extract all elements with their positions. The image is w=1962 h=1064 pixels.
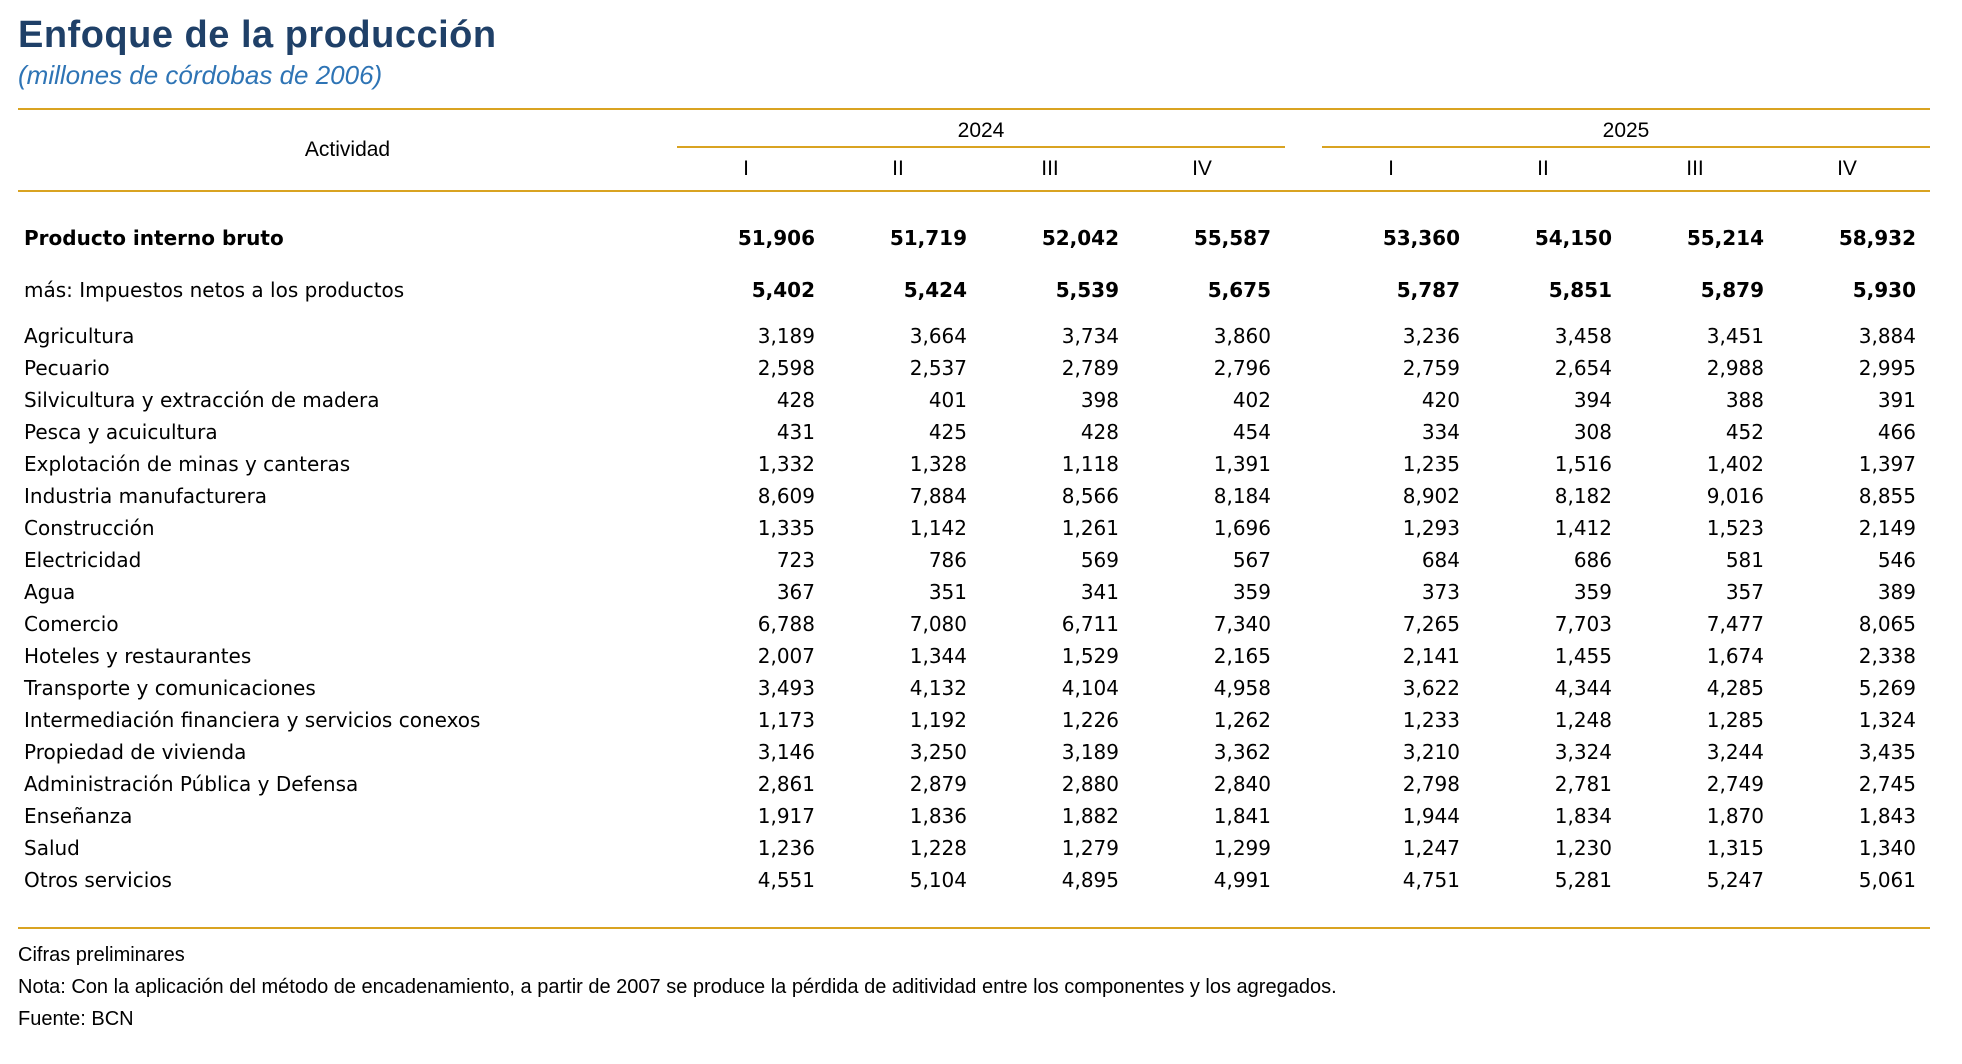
value-cell: 1,324 bbox=[1858, 708, 1916, 732]
value-cell: 2,796 bbox=[1213, 356, 1271, 380]
value-cell: 367 bbox=[776, 580, 815, 604]
quarter-header: III bbox=[1686, 157, 1704, 180]
value-cell: 5,247 bbox=[1706, 868, 1764, 892]
value-cell: 1,192 bbox=[909, 708, 967, 732]
value-cell: 5,787 bbox=[1396, 278, 1460, 302]
value-cell: 2,749 bbox=[1706, 772, 1764, 796]
table-row bbox=[18, 576, 1930, 608]
value-cell: 6,788 bbox=[757, 612, 815, 636]
activity-label: Explotación de minas y canteras bbox=[24, 452, 351, 476]
value-cell: 1,236 bbox=[757, 836, 815, 860]
value-cell: 2,165 bbox=[1213, 644, 1271, 668]
value-cell: 1,293 bbox=[1402, 516, 1460, 540]
value-cell: 4,751 bbox=[1402, 868, 1460, 892]
value-cell: 1,285 bbox=[1706, 708, 1764, 732]
activity-label: Construcción bbox=[24, 516, 155, 540]
table-row bbox=[18, 704, 1930, 736]
value-cell: 2,880 bbox=[1061, 772, 1119, 796]
value-cell: 53,360 bbox=[1382, 226, 1460, 250]
table-row bbox=[18, 480, 1930, 512]
value-cell: 546 bbox=[1877, 548, 1916, 572]
value-cell: 1,226 bbox=[1061, 708, 1119, 732]
value-cell: 3,189 bbox=[757, 324, 815, 348]
value-cell: 8,855 bbox=[1858, 484, 1916, 508]
value-cell: 3,210 bbox=[1402, 740, 1460, 764]
table-header bbox=[18, 108, 1930, 192]
value-cell: 1,173 bbox=[757, 708, 815, 732]
value-cell: 1,944 bbox=[1402, 804, 1460, 828]
value-cell: 4,895 bbox=[1061, 868, 1119, 892]
value-cell: 3,435 bbox=[1858, 740, 1916, 764]
value-cell: 357 bbox=[1725, 580, 1764, 604]
quarter-header: IV bbox=[1837, 157, 1857, 180]
value-cell: 388 bbox=[1725, 388, 1764, 412]
value-cell: 2,537 bbox=[909, 356, 967, 380]
value-cell: 3,493 bbox=[757, 676, 815, 700]
value-cell: 51,719 bbox=[889, 226, 967, 250]
table-row bbox=[18, 736, 1930, 768]
value-cell: 1,235 bbox=[1402, 452, 1460, 476]
table-row bbox=[18, 672, 1930, 704]
value-cell: 1,523 bbox=[1706, 516, 1764, 540]
value-cell: 1,882 bbox=[1061, 804, 1119, 828]
value-cell: 401 bbox=[928, 388, 967, 412]
value-cell: 2,598 bbox=[757, 356, 815, 380]
value-cell: 3,734 bbox=[1061, 324, 1119, 348]
table-row bbox=[18, 608, 1930, 640]
value-cell: 1,391 bbox=[1213, 452, 1271, 476]
value-cell: 1,247 bbox=[1402, 836, 1460, 860]
value-cell: 3,884 bbox=[1858, 324, 1916, 348]
table-body bbox=[18, 220, 1930, 929]
value-cell: 686 bbox=[1573, 548, 1612, 572]
value-cell: 1,834 bbox=[1554, 804, 1612, 828]
value-cell: 1,248 bbox=[1554, 708, 1612, 732]
value-cell: 1,262 bbox=[1213, 708, 1271, 732]
activity-column-header: Actividad bbox=[304, 138, 391, 161]
table-row bbox=[18, 384, 1930, 416]
value-cell: 3,860 bbox=[1213, 324, 1271, 348]
value-cell: 1,335 bbox=[757, 516, 815, 540]
value-cell: 452 bbox=[1725, 420, 1764, 444]
value-cell: 1,870 bbox=[1706, 804, 1764, 828]
value-cell: 2,141 bbox=[1402, 644, 1460, 668]
value-cell: 3,451 bbox=[1706, 324, 1764, 348]
value-cell: 8,609 bbox=[757, 484, 815, 508]
value-cell: 2,798 bbox=[1402, 772, 1460, 796]
activity-label: Propiedad de vivienda bbox=[24, 740, 247, 764]
value-cell: 4,132 bbox=[909, 676, 967, 700]
value-cell: 5,104 bbox=[909, 868, 967, 892]
value-cell: 341 bbox=[1080, 580, 1119, 604]
value-cell: 2,840 bbox=[1213, 772, 1271, 796]
value-cell: 723 bbox=[776, 548, 815, 572]
value-cell: 3,458 bbox=[1554, 324, 1612, 348]
value-cell: 1,279 bbox=[1061, 836, 1119, 860]
activity-label: Comercio bbox=[24, 612, 119, 636]
value-cell: 4,991 bbox=[1213, 868, 1271, 892]
value-cell: 569 bbox=[1080, 548, 1119, 572]
value-cell: 431 bbox=[776, 420, 815, 444]
report-title: Enfoque de la producción bbox=[18, 14, 497, 56]
value-cell: 2,007 bbox=[757, 644, 815, 668]
value-cell: 454 bbox=[1232, 420, 1271, 444]
activity-label: Electricidad bbox=[24, 548, 142, 572]
value-cell: 373 bbox=[1421, 580, 1460, 604]
value-cell: 581 bbox=[1725, 548, 1764, 572]
value-cell: 3,324 bbox=[1554, 740, 1612, 764]
activity-label: más: Impuestos netos a los productos bbox=[24, 278, 405, 302]
value-cell: 394 bbox=[1573, 388, 1612, 412]
value-cell: 1,315 bbox=[1706, 836, 1764, 860]
quarter-header: I bbox=[743, 157, 749, 180]
value-cell: 2,149 bbox=[1858, 516, 1916, 540]
value-cell: 402 bbox=[1232, 388, 1271, 412]
table-row bbox=[18, 320, 1930, 352]
table-row bbox=[18, 544, 1930, 576]
value-cell: 359 bbox=[1573, 580, 1612, 604]
value-cell: 3,236 bbox=[1402, 324, 1460, 348]
value-cell: 2,759 bbox=[1402, 356, 1460, 380]
value-cell: 334 bbox=[1421, 420, 1460, 444]
value-cell: 1,332 bbox=[757, 452, 815, 476]
value-cell: 391 bbox=[1877, 388, 1916, 412]
table-row bbox=[18, 352, 1930, 384]
value-cell: 2,988 bbox=[1706, 356, 1764, 380]
value-cell: 1,843 bbox=[1858, 804, 1916, 828]
activity-label: Enseñanza bbox=[24, 804, 133, 828]
value-cell: 51,906 bbox=[737, 226, 815, 250]
value-cell: 2,789 bbox=[1061, 356, 1119, 380]
value-cell: 6,711 bbox=[1061, 612, 1119, 636]
activity-label: Transporte y comunicaciones bbox=[24, 676, 316, 700]
report-subtitle: (millones de córdobas de 2006) bbox=[18, 60, 383, 90]
value-cell: 7,080 bbox=[909, 612, 967, 636]
value-cell: 52,042 bbox=[1041, 226, 1119, 250]
value-cell: 9,016 bbox=[1706, 484, 1764, 508]
value-cell: 567 bbox=[1232, 548, 1271, 572]
quarter-header: IV bbox=[1192, 157, 1212, 180]
value-cell: 786 bbox=[928, 548, 967, 572]
value-cell: 5,402 bbox=[751, 278, 815, 302]
value-cell: 1,344 bbox=[909, 644, 967, 668]
year-header-2024: 2024 bbox=[677, 110, 1285, 148]
value-cell: 54,150 bbox=[1534, 226, 1612, 250]
value-cell: 1,340 bbox=[1858, 836, 1916, 860]
value-cell: 2,995 bbox=[1858, 356, 1916, 380]
value-cell: 5,879 bbox=[1700, 278, 1764, 302]
table-row bbox=[18, 832, 1930, 864]
value-cell: 3,622 bbox=[1402, 676, 1460, 700]
quarter-header: III bbox=[1041, 157, 1059, 180]
value-cell: 55,214 bbox=[1686, 226, 1764, 250]
footnote-preliminary: Cifras preliminares bbox=[18, 944, 185, 966]
activity-label: Agricultura bbox=[24, 324, 135, 348]
footnote-source: Fuente: BCN bbox=[18, 1008, 134, 1030]
value-cell: 3,189 bbox=[1061, 740, 1119, 764]
value-cell: 1,836 bbox=[909, 804, 967, 828]
quarter-header: I bbox=[1388, 157, 1394, 180]
value-cell: 7,340 bbox=[1213, 612, 1271, 636]
value-cell: 3,250 bbox=[909, 740, 967, 764]
value-cell: 5,424 bbox=[903, 278, 967, 302]
value-cell: 1,455 bbox=[1554, 644, 1612, 668]
table-row bbox=[18, 800, 1930, 832]
value-cell: 1,841 bbox=[1213, 804, 1271, 828]
value-cell: 389 bbox=[1877, 580, 1916, 604]
value-cell: 5,930 bbox=[1852, 278, 1916, 302]
value-cell: 1,516 bbox=[1554, 452, 1612, 476]
activity-label: Pesca y acuicultura bbox=[24, 420, 218, 444]
value-cell: 7,703 bbox=[1554, 612, 1612, 636]
value-cell: 5,281 bbox=[1554, 868, 1612, 892]
value-cell: 428 bbox=[776, 388, 815, 412]
value-cell: 1,328 bbox=[909, 452, 967, 476]
year-header-2025: 2025 bbox=[1322, 110, 1930, 148]
value-cell: 55,587 bbox=[1193, 226, 1271, 250]
value-cell: 5,675 bbox=[1207, 278, 1271, 302]
table-row bbox=[18, 768, 1930, 800]
activity-label: Administración Pública y Defensa bbox=[24, 772, 359, 796]
value-cell: 1,261 bbox=[1061, 516, 1119, 540]
value-cell: 3,244 bbox=[1706, 740, 1764, 764]
value-cell: 466 bbox=[1877, 420, 1916, 444]
value-cell: 2,781 bbox=[1554, 772, 1612, 796]
value-cell: 3,664 bbox=[909, 324, 967, 348]
activity-label: Pecuario bbox=[24, 356, 110, 380]
value-cell: 8,566 bbox=[1061, 484, 1119, 508]
value-cell: 1,397 bbox=[1858, 452, 1916, 476]
activity-label: Otros servicios bbox=[24, 868, 172, 892]
value-cell: 5,539 bbox=[1055, 278, 1119, 302]
value-cell: 3,362 bbox=[1213, 740, 1271, 764]
value-cell: 2,879 bbox=[909, 772, 967, 796]
activity-label: Hoteles y restaurantes bbox=[24, 644, 252, 668]
table-row bbox=[18, 640, 1930, 672]
footnotes bbox=[18, 939, 1962, 1035]
table-row bbox=[18, 220, 1930, 256]
value-cell: 425 bbox=[928, 420, 967, 444]
value-cell: 351 bbox=[928, 580, 967, 604]
value-cell: 4,104 bbox=[1061, 676, 1119, 700]
value-cell: 5,851 bbox=[1548, 278, 1612, 302]
value-cell: 58,932 bbox=[1838, 226, 1916, 250]
quarter-header: II bbox=[1537, 157, 1549, 180]
value-cell: 2,745 bbox=[1858, 772, 1916, 796]
value-cell: 420 bbox=[1421, 388, 1460, 412]
value-cell: 2,654 bbox=[1554, 356, 1612, 380]
activity-label: Intermediación financiera y servicios conexos bbox=[24, 708, 481, 732]
value-cell: 359 bbox=[1232, 580, 1271, 604]
value-cell: 3,146 bbox=[757, 740, 815, 764]
activity-label: Agua bbox=[24, 580, 76, 604]
value-cell: 7,477 bbox=[1706, 612, 1764, 636]
table-row bbox=[18, 272, 1930, 308]
value-cell: 5,061 bbox=[1858, 868, 1916, 892]
value-cell: 1,299 bbox=[1213, 836, 1271, 860]
value-cell: 2,861 bbox=[757, 772, 815, 796]
value-cell: 1,142 bbox=[909, 516, 967, 540]
activity-label: Producto interno bruto bbox=[24, 226, 284, 250]
value-cell: 8,065 bbox=[1858, 612, 1916, 636]
value-cell: 1,230 bbox=[1554, 836, 1612, 860]
table-row bbox=[18, 448, 1930, 480]
value-cell: 308 bbox=[1573, 420, 1612, 444]
value-cell: 8,182 bbox=[1554, 484, 1612, 508]
value-cell: 8,902 bbox=[1402, 484, 1460, 508]
value-cell: 1,696 bbox=[1213, 516, 1271, 540]
table-row bbox=[18, 512, 1930, 544]
value-cell: 4,958 bbox=[1213, 676, 1271, 700]
value-cell: 1,228 bbox=[909, 836, 967, 860]
value-cell: 684 bbox=[1421, 548, 1460, 572]
production-table bbox=[18, 108, 1930, 929]
value-cell: 1,412 bbox=[1554, 516, 1612, 540]
quarter-header: II bbox=[892, 157, 904, 180]
value-cell: 1,233 bbox=[1402, 708, 1460, 732]
value-cell: 7,265 bbox=[1402, 612, 1460, 636]
value-cell: 1,529 bbox=[1061, 644, 1119, 668]
value-cell: 8,184 bbox=[1213, 484, 1271, 508]
value-cell: 1,674 bbox=[1706, 644, 1764, 668]
value-cell: 4,551 bbox=[757, 868, 815, 892]
value-cell: 4,285 bbox=[1706, 676, 1764, 700]
value-cell: 5,269 bbox=[1858, 676, 1916, 700]
table-row bbox=[18, 864, 1930, 896]
footnote-note: Nota: Con la aplicación del método de encadenamiento, a partir de 2007 se produce la pérdida de aditividad entre los componentes y los agregados. bbox=[18, 976, 1337, 998]
value-cell: 1,402 bbox=[1706, 452, 1764, 476]
value-cell: 2,338 bbox=[1858, 644, 1916, 668]
value-cell: 428 bbox=[1080, 420, 1119, 444]
value-cell: 7,884 bbox=[909, 484, 967, 508]
value-cell: 4,344 bbox=[1554, 676, 1612, 700]
table-row bbox=[18, 416, 1930, 448]
activity-label: Salud bbox=[24, 836, 80, 860]
activity-label: Industria manufacturera bbox=[24, 484, 268, 508]
value-cell: 1,118 bbox=[1061, 452, 1119, 476]
activity-label: Silvicultura y extracción de madera bbox=[24, 388, 380, 412]
value-cell: 398 bbox=[1080, 388, 1119, 412]
value-cell: 1,917 bbox=[757, 804, 815, 828]
